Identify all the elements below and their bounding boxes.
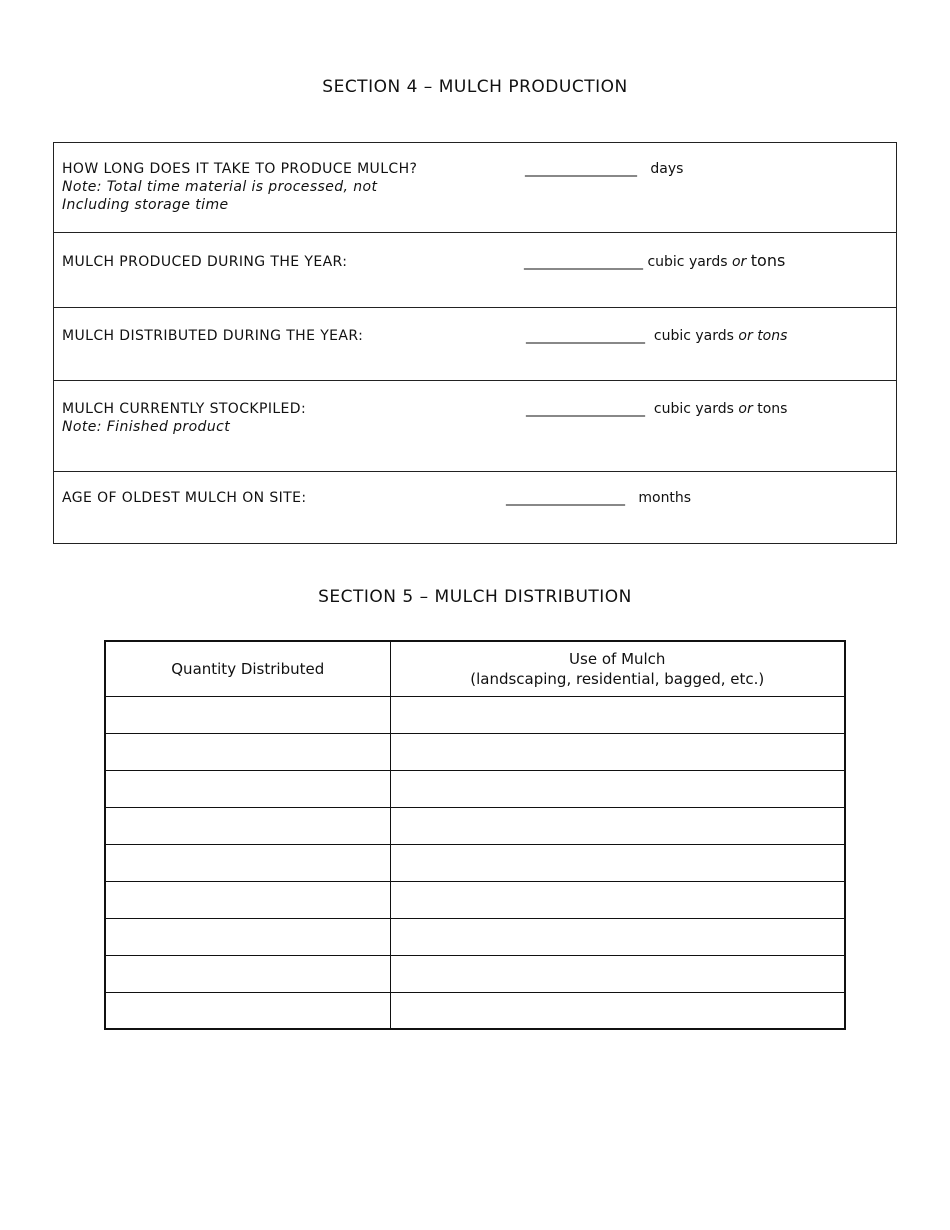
table-row (105, 770, 845, 807)
quantity-cell[interactable] (105, 992, 390, 1029)
mulch-produced-label: MULCH PRODUCED DURING THE YEAR: (62, 254, 348, 270)
mulch-produced-unit-or: or (731, 254, 747, 270)
quantity-cell[interactable] (105, 918, 390, 955)
mulch-produced-answer[interactable] (524, 252, 785, 271)
use-cell[interactable] (390, 844, 845, 881)
production-time-unit: days (650, 161, 684, 177)
oldest-mulch-blank[interactable]: _________________ (506, 490, 625, 506)
section-4-title: SECTION 4 – MULCH PRODUCTION (322, 77, 628, 97)
table-row (105, 844, 845, 881)
use-cell[interactable] (390, 696, 845, 733)
production-time-note-2: Including storage time (62, 197, 229, 213)
distribution-header-row (105, 641, 845, 696)
production-row-age (54, 472, 896, 543)
table-row (105, 807, 845, 844)
table-row (105, 955, 845, 992)
table-row (105, 881, 845, 918)
production-time-question: HOW LONG DOES IT TAKE TO PRODUCE MULCH? (62, 161, 418, 177)
use-cell[interactable] (390, 955, 845, 992)
mulch-produced-unit-cy: cubic yards (647, 254, 728, 270)
quantity-cell[interactable] (105, 733, 390, 770)
production-time-answer[interactable] (525, 160, 683, 178)
use-cell[interactable] (390, 992, 845, 1029)
use-cell[interactable] (390, 733, 845, 770)
stockpiled-answer[interactable] (526, 400, 787, 418)
production-row-produced (54, 233, 896, 308)
mulch-produced-blank[interactable]: _________________ (524, 254, 643, 270)
mulch-produced-unit-tons: tons (750, 251, 786, 270)
use-of-mulch-header-text: Use of Mulch (569, 649, 666, 668)
use-cell[interactable] (390, 770, 845, 807)
use-of-mulch-header (390, 641, 845, 696)
use-cell[interactable] (390, 881, 845, 918)
quantity-distributed-header (105, 641, 390, 696)
use-of-mulch-header-examples: (landscaping, residential, bagged, etc.) (470, 669, 765, 688)
oldest-mulch-label: AGE OF OLDEST MULCH ON SITE: (62, 490, 307, 506)
table-row (105, 733, 845, 770)
mulch-distributed-unit-or-tons: or tons (738, 328, 788, 344)
stockpiled-label (62, 400, 306, 436)
quantity-distributed-header-text: Quantity Distributed (171, 659, 325, 678)
mulch-distributed-unit-cy: cubic yards (653, 328, 734, 344)
production-row-time (54, 143, 896, 233)
mulch-distributed-label: MULCH DISTRIBUTED DURING THE YEAR: (62, 328, 364, 344)
stockpiled-note: Note: Finished product (62, 419, 231, 435)
table-row (105, 992, 845, 1029)
mulch-production-table (53, 142, 897, 544)
use-cell[interactable] (390, 807, 845, 844)
stockpiled-unit-tons: tons (757, 401, 788, 417)
production-row-distributed (54, 308, 896, 381)
production-time-blank[interactable]: ________________ (525, 161, 637, 177)
stockpiled-unit-or: or (738, 401, 753, 417)
quantity-cell[interactable] (105, 881, 390, 918)
stockpiled-question: MULCH CURRENTLY STOCKPILED: (62, 401, 307, 417)
quantity-cell[interactable] (105, 807, 390, 844)
oldest-mulch-unit: months (638, 490, 692, 506)
quantity-cell[interactable] (105, 955, 390, 992)
mulch-distributed-answer[interactable] (526, 327, 787, 345)
oldest-mulch-answer[interactable] (506, 489, 691, 507)
production-time-label (62, 160, 417, 214)
quantity-cell[interactable] (105, 696, 390, 733)
mulch-distributed-blank[interactable]: _________________ (526, 328, 645, 344)
production-time-note-1: Note: Total time material is processed, not (62, 179, 378, 195)
production-row-stockpiled (54, 381, 896, 472)
stockpiled-unit-cy: cubic yards (653, 401, 734, 417)
section-5-title: SECTION 5 – MULCH DISTRIBUTION (318, 587, 632, 607)
mulch-distribution-table (104, 640, 846, 1030)
quantity-cell[interactable] (105, 770, 390, 807)
table-row (105, 918, 845, 955)
quantity-cell[interactable] (105, 844, 390, 881)
table-row (105, 696, 845, 733)
stockpiled-blank[interactable]: _________________ (526, 401, 645, 417)
use-cell[interactable] (390, 918, 845, 955)
